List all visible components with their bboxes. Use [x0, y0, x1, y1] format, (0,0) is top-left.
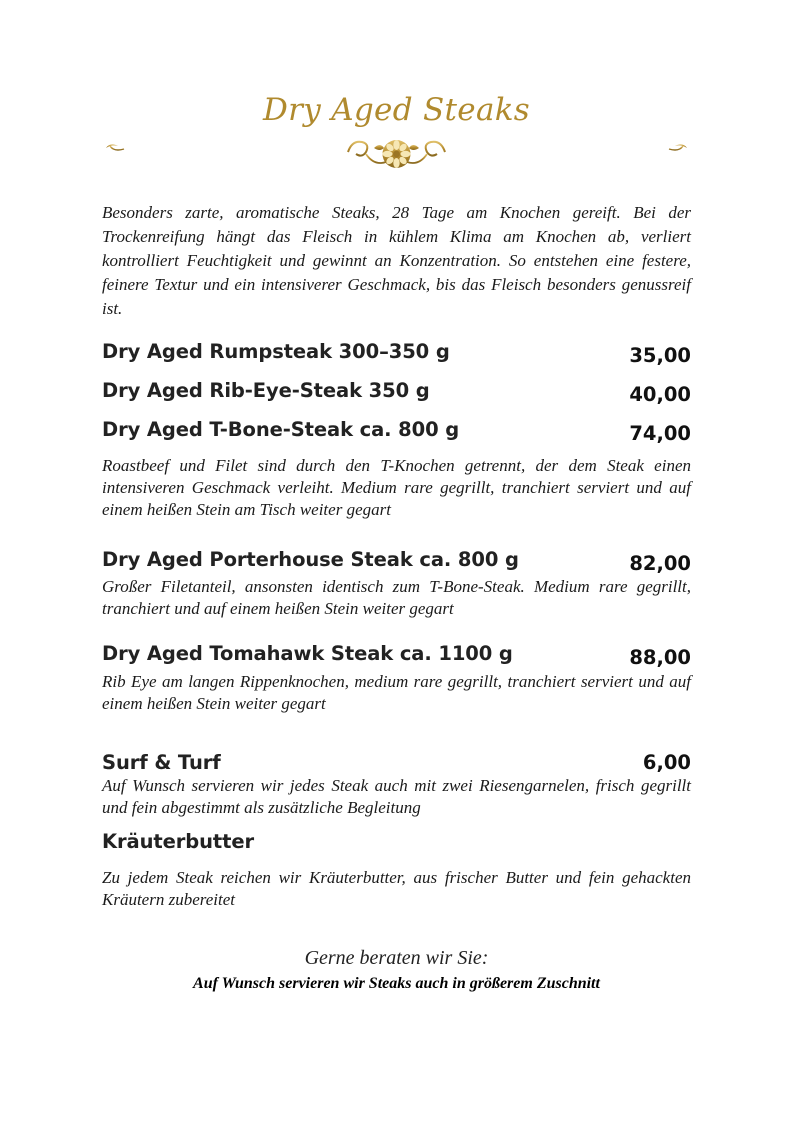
dish-surf-turf-description: Auf Wunsch servieren wir jedes Steak auch mit zwei Riesengarnelen, frisch gegrillt und fein abgestimmt als zusätzliche Begleitung [102, 776, 691, 817]
dish-rumpsteak-name: Dry Aged Rumpsteak 300–350 g [102, 340, 450, 363]
advice-text: Gerne beraten wir Sie: [304, 947, 489, 969]
dish-kraeuterbutter-description: Zu jedem Steak reichen wir Kräuterbutter, aus frischer Butter und fein gehackten Kräutern zubereitet [102, 868, 691, 909]
dish-tbone-price: 74,00 [629, 422, 691, 445]
dish-ribeye-name: Dry Aged Rib-Eye-Steak 350 g [102, 379, 430, 402]
dish-kraeuterbutter-name: Kräuterbutter [102, 830, 254, 853]
intro-text: Besonders zarte, aromatische Steaks, 28 Tage am Knochen gereift. Bei der Trockenreifung hängt das Fleisch in kühlem Klima am Knochen ab, verliert kontrolliert Feuchtigkeit und gewinnt an Konzentration. So entstehen eine festere, feinere Textur und ein intensiverer Geschmack, bis das Fleisch besonders genussreif ist. [102, 203, 691, 318]
dish-tomahawk-price: 88,00 [629, 646, 691, 669]
dish-porterhouse-name: Dry Aged Porterhouse Steak ca. 800 g [102, 548, 519, 571]
dish-tomahawk-name: Dry Aged Tomahawk Steak ca. 1100 g [102, 642, 513, 665]
dish-ribeye-price: 40,00 [629, 383, 691, 406]
page-title: Dry Aged Steaks [262, 92, 531, 128]
dish-surf-turf-price: 6,00 [642, 751, 691, 774]
dish-porterhouse-price: 82,00 [629, 552, 691, 575]
ornament-divider-icon [104, 132, 689, 178]
dish-porterhouse-description: Großer Filetanteil, ansonsten identisch zum T-Bone-Steak. Medium rare gegrillt, tranchiert und auf einem heißen Stein weiter gegart [102, 577, 691, 618]
dish-surf-turf-name: Surf & Turf [102, 751, 221, 774]
dish-rumpsteak-price: 35,00 [629, 344, 691, 367]
dish-tomahawk-description: Rib Eye am langen Rippenknochen, medium rare gegrillt, tranchiert serviert und auf einem heißen Stein weiter gegart [102, 672, 691, 713]
dish-tbone-description: Roastbeef und Filet sind durch den T-Knochen getrennt, der dem Steak einen intensiveren Geschmack verleiht. Medium rare gegrillt, tranchiert serviert und auf einem heißen Stein am Tisch weiter gegart [102, 456, 691, 519]
footer-note: Auf Wunsch servieren wir Steaks auch in größerem Zuschnitt [193, 975, 600, 992]
dish-tbone-name: Dry Aged T-Bone-Steak ca. 800 g [102, 418, 460, 441]
